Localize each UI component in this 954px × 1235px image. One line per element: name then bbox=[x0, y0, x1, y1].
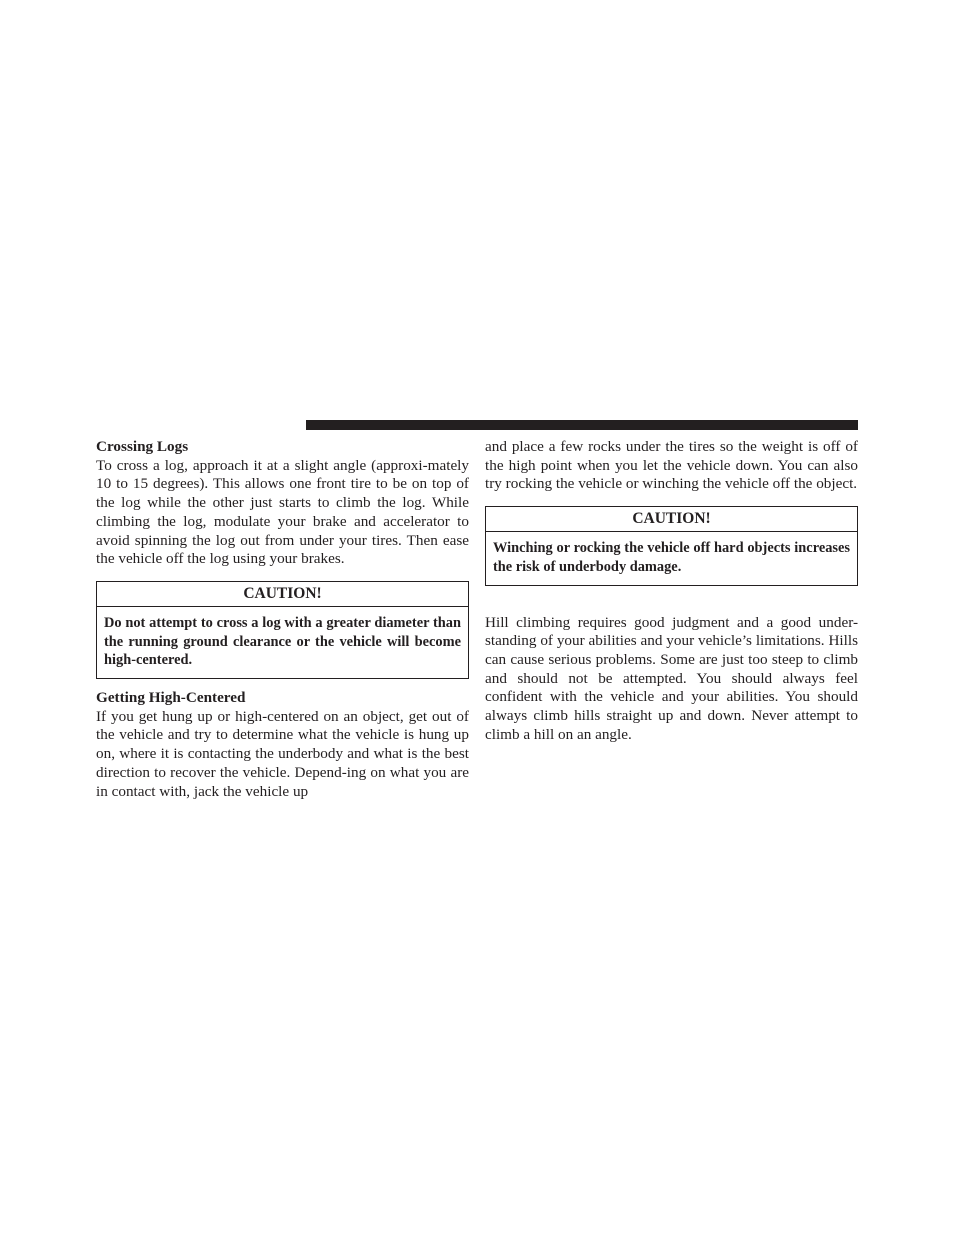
right-column bbox=[485, 438, 858, 744]
hill-climbing-paragraph: Hill climbing requires good judgment and a good under-standing of your abilities and your vehicle’s limitations. Hills can cause serious problems. Some are just too steep to climb and should not be attempted. You should always feel confident with the vehicle and your abilities. You should always climb hills straight up and down. Never attempt to climb a hill on an angle. bbox=[485, 613, 858, 743]
caution-title: CAUTION! bbox=[97, 582, 468, 607]
crossing-logs-heading: Crossing Logs bbox=[96, 438, 189, 455]
continued-paragraph: and place a few rocks under the tires so the weight is off of the high point when you let the vehicle down. You can also try rocking the vehicle or winching the vehicle off the object. bbox=[485, 438, 858, 493]
caution-box-log bbox=[96, 581, 469, 679]
caution-title: CAUTION! bbox=[486, 507, 857, 532]
crossing-logs-paragraph: To cross a log, approach it at a slight angle (approxi-mately 10 to 15 degrees). This allows one front tire to be on top of the log while the other just starts to climb the log. While climbing the log, modulate your brake and accelerator to avoid spinning the log out from under your tires. Then ease the vehicle off the log using your brakes. bbox=[96, 456, 469, 568]
caution-box-winching bbox=[485, 506, 858, 585]
caution-text: Winching or rocking the vehicle off hard objects increases the risk of underbody damage. bbox=[493, 540, 850, 575]
high-centered-heading: Getting High-Centered bbox=[96, 689, 246, 707]
high-centered-paragraph: If you get hung up or high-centered on an object, get out of the vehicle and try to determine what the vehicle is hung up on, where it is contacting the underbody and what is the best direction to recover the vehicle. Depend-ing on what you are in contact with, jack the vehicle up bbox=[96, 707, 469, 800]
header-rule bbox=[306, 420, 858, 430]
left-column bbox=[96, 438, 469, 801]
caution-text: Do not attempt to cross a log with a greater diameter than the running ground clearance or the vehicle will become high-centered. bbox=[104, 614, 461, 669]
